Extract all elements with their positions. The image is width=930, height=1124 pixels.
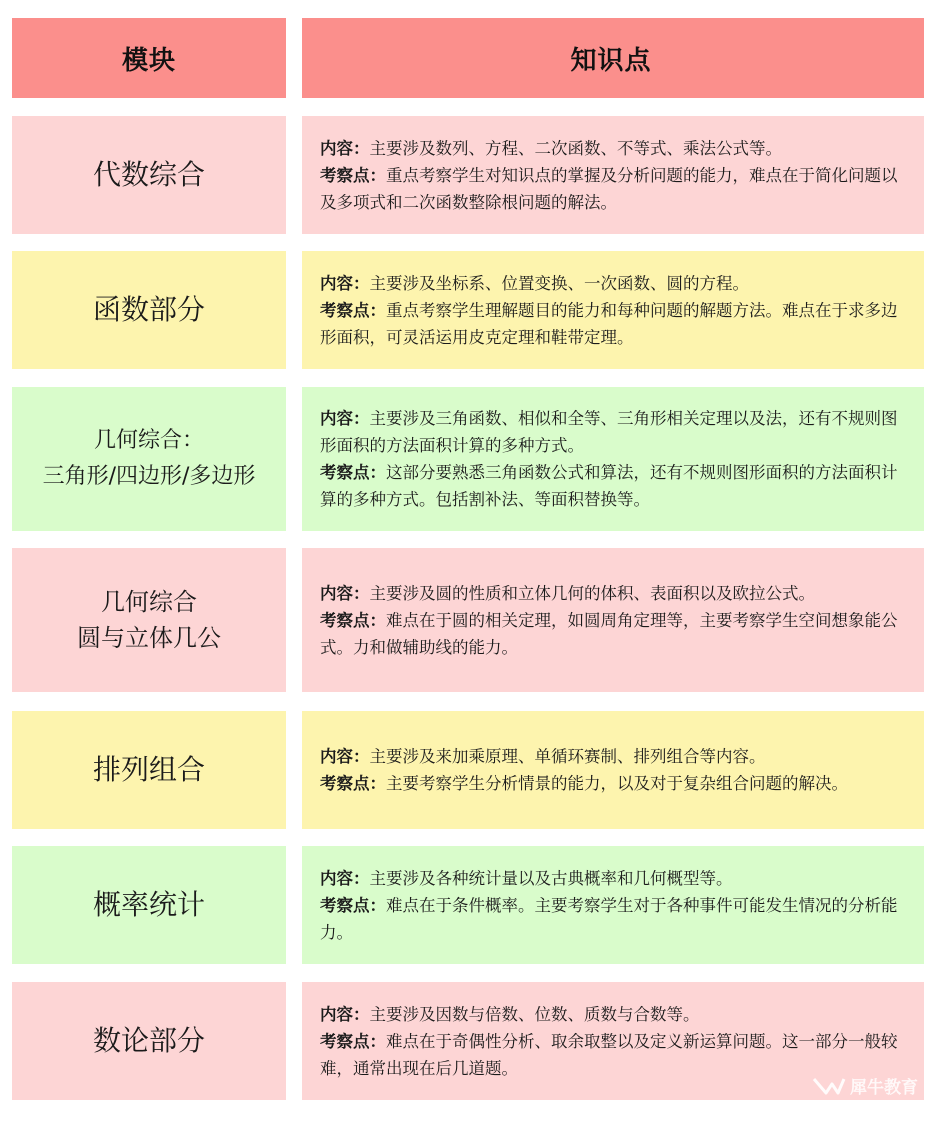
table-row [12, 116, 924, 234]
focus-text: 考察点：重点考察学生对知识点的掌握及分析问题的能力，难点在于简化问题以及多项式和二次函数整除根问题的解法。 [320, 165, 898, 212]
table-row [12, 548, 924, 692]
content-text: 内容：主要涉及各种统计量以及古典概率和几何概型等。 [320, 868, 733, 888]
content-text: 内容：主要涉及坐标系、位置变换、一次函数、圆的方程。 [320, 273, 749, 293]
module-name: 函数部分 [92, 293, 205, 326]
module-cell [12, 846, 286, 964]
header-module-label: 模块 [121, 45, 176, 76]
table-row [12, 711, 924, 829]
header-module-cell [12, 18, 286, 98]
knowledge-cell [302, 251, 924, 369]
table-row [12, 846, 924, 964]
focus-label: 考察点： [320, 300, 386, 320]
module-name: 概率统计 [92, 888, 205, 921]
watermark [812, 1073, 918, 1098]
table-row [12, 982, 924, 1100]
content-text: 内容：主要涉及因数与倍数、位数、质数与合数等。 [320, 1004, 700, 1024]
module-cell [12, 982, 286, 1100]
focus-text: 考察点：难点在于奇偶性分析、取余取整以及定义新运算问题。这一部分一般较难，通常出现在后几道题。 [320, 1031, 898, 1078]
rhino-logo-icon [812, 1076, 846, 1096]
content-text: 内容：主要涉及来加乘原理、单循环赛制、排列组合等内容。 [320, 747, 766, 766]
table-row [12, 251, 924, 369]
content-text: 内容：主要涉及数列、方程、二次函数、不等式、乘法公式等。 [320, 138, 782, 158]
focus-text: 考察点：难点在于圆的相关定理，如圆周角定理等，主要考察学生空间想象能公式。力和做辅助线的能力。 [320, 610, 898, 657]
module-name: 排列组合 [92, 753, 205, 786]
focus-label: 考察点： [320, 1031, 386, 1051]
knowledge-cell [302, 711, 924, 829]
content-text: 内容：主要涉及圆的性质和立体几何的体积、表面积以及欧拉公式。 [320, 583, 815, 603]
module-name: 几何综合 圆与立体几公 [77, 588, 221, 652]
watermark-text: 犀牛教育 [850, 1078, 918, 1098]
focus-label: 考察点： [320, 610, 386, 630]
focus-label: 考察点： [320, 895, 386, 915]
knowledge-cell [302, 387, 924, 531]
module-name: 几何综合： 三角形/四边形/多边形 [42, 428, 256, 489]
header-knowledge-label: 知识点 [570, 45, 652, 76]
module-name: 代数综合 [92, 158, 205, 191]
focus-label: 考察点： [320, 463, 386, 482]
module-cell [12, 251, 286, 369]
module-cell [12, 548, 286, 692]
focus-text: 考察点：重点考察学生理解题目的能力和每种问题的解题方法。难点在于求多边形面积，可灵活运用皮克定理和鞋带定理。 [320, 300, 898, 347]
content-text: 内容：主要涉及三角函数、相似和全等、三角形相关定理以及法，还有不规则图形面积的方法面积计算的多种方式。 [320, 409, 898, 455]
module-name: 数论部分 [92, 1024, 205, 1057]
module-cell [12, 387, 286, 531]
focus-text: 考察点：主要考察学生分析情景的能力，以及对于复杂组合问题的解决。 [320, 774, 848, 793]
knowledge-cell [302, 116, 924, 234]
module-cell [12, 711, 286, 829]
focus-label: 考察点： [320, 165, 386, 185]
knowledge-cell [302, 548, 924, 692]
content-label: 内容： [320, 747, 370, 766]
content-label: 内容： [320, 409, 370, 428]
table-row [12, 387, 924, 531]
content-label: 内容： [320, 1004, 370, 1024]
header-knowledge-cell [302, 18, 924, 98]
table-header [12, 18, 924, 98]
focus-text: 考察点：难点在于条件概率。主要考察学生对于各种事件可能发生情况的分析能力。 [320, 895, 898, 942]
knowledge-cell [302, 846, 924, 964]
focus-text: 考察点：这部分要熟悉三角函数公式和算法，还有不规则图形面积的方法面积计算的多种方式。包括割补法、等面积替换等。 [320, 463, 898, 509]
module-cell [12, 116, 286, 234]
focus-label: 考察点： [320, 774, 386, 793]
content-label: 内容： [320, 273, 370, 293]
content-label: 内容： [320, 583, 370, 603]
content-label: 内容： [320, 868, 370, 888]
content-label: 内容： [320, 138, 370, 158]
